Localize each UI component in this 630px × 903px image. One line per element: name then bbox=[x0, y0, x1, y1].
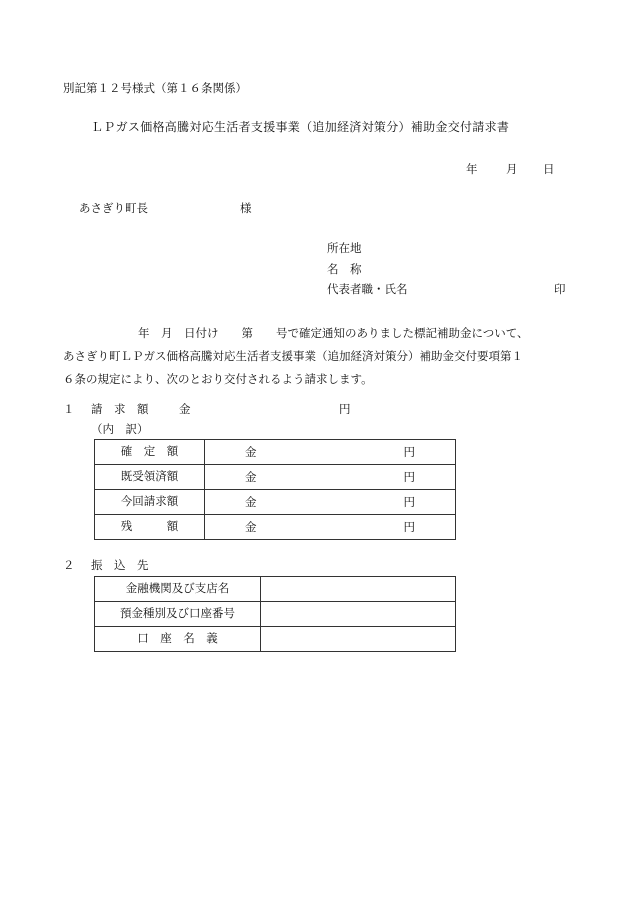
table-row bbox=[95, 490, 456, 515]
account-holder-cell[interactable] bbox=[261, 627, 456, 652]
bank-branch-cell[interactable] bbox=[261, 577, 456, 602]
section2-number: ２ bbox=[63, 558, 75, 572]
form-number: 別記第１２号様式（第１６条関係） bbox=[63, 81, 247, 95]
yen-mark: 円 bbox=[403, 445, 415, 459]
addressee-name: あさぎり町長 bbox=[79, 201, 148, 215]
yen-mark: 円 bbox=[403, 495, 415, 509]
statement-line: ６条の規定により、次のとおり交付されるよう請求します。 bbox=[63, 372, 373, 386]
statement-line: 年 月 日付け 第 号で確定通知のありました標記補助金について、 bbox=[138, 326, 529, 340]
breakdown-table bbox=[94, 439, 456, 540]
row-label: 今回請求額 bbox=[95, 490, 205, 515]
table-row bbox=[95, 465, 456, 490]
bank-account-table bbox=[94, 576, 456, 652]
addressee-honorific: 様 bbox=[240, 201, 252, 215]
date-month: 月 bbox=[506, 162, 518, 176]
date-day: 日 bbox=[543, 162, 555, 176]
row-label: 既受領済額 bbox=[95, 465, 205, 490]
seal-mark: 印 bbox=[554, 282, 566, 296]
breakdown-label: （内 訳） bbox=[91, 422, 149, 436]
amount-cell[interactable] bbox=[205, 465, 456, 490]
amount-cell[interactable] bbox=[205, 490, 456, 515]
applicant-name-label: 名 称 bbox=[327, 262, 362, 276]
statement-line: あさぎり町ＬＰガス価格高騰対応生活者支援事業（追加経済対策分）補助金交付要項第１ bbox=[63, 349, 523, 363]
amount-cell[interactable] bbox=[205, 440, 456, 465]
section1-yen: 円 bbox=[339, 402, 351, 416]
amount-cell[interactable] bbox=[205, 515, 456, 540]
section1-kin: 金 bbox=[179, 402, 191, 416]
kin-mark: 金 bbox=[245, 520, 257, 534]
yen-mark: 円 bbox=[403, 470, 415, 484]
row-label: 残 額 bbox=[95, 515, 205, 540]
applicant-address-label: 所在地 bbox=[327, 241, 362, 255]
row-label: 金融機関及び支店名 bbox=[95, 577, 261, 602]
date-year: 年 bbox=[466, 162, 478, 176]
section1-label: 請 求 額 bbox=[91, 402, 149, 416]
kin-mark: 金 bbox=[245, 445, 257, 459]
table-row bbox=[95, 515, 456, 540]
table-row bbox=[95, 577, 456, 602]
table-row bbox=[95, 602, 456, 627]
table-row bbox=[95, 627, 456, 652]
kin-mark: 金 bbox=[245, 470, 257, 484]
kin-mark: 金 bbox=[245, 495, 257, 509]
applicant-representative-label: 代表者職・氏名 bbox=[327, 282, 408, 296]
table-row bbox=[95, 440, 456, 465]
row-label: 確 定 額 bbox=[95, 440, 205, 465]
document-title: ＬＰガス価格高騰対応生活者支援事業（追加経済対策分）補助金交付請求書 bbox=[91, 120, 510, 134]
row-label: 預金種別及び口座番号 bbox=[95, 602, 261, 627]
yen-mark: 円 bbox=[403, 520, 415, 534]
row-label: 口 座 名 義 bbox=[95, 627, 261, 652]
section2-label: 振 込 先 bbox=[91, 558, 149, 572]
section1-number: １ bbox=[63, 402, 75, 416]
account-type-number-cell[interactable] bbox=[261, 602, 456, 627]
request-statement bbox=[63, 322, 583, 391]
